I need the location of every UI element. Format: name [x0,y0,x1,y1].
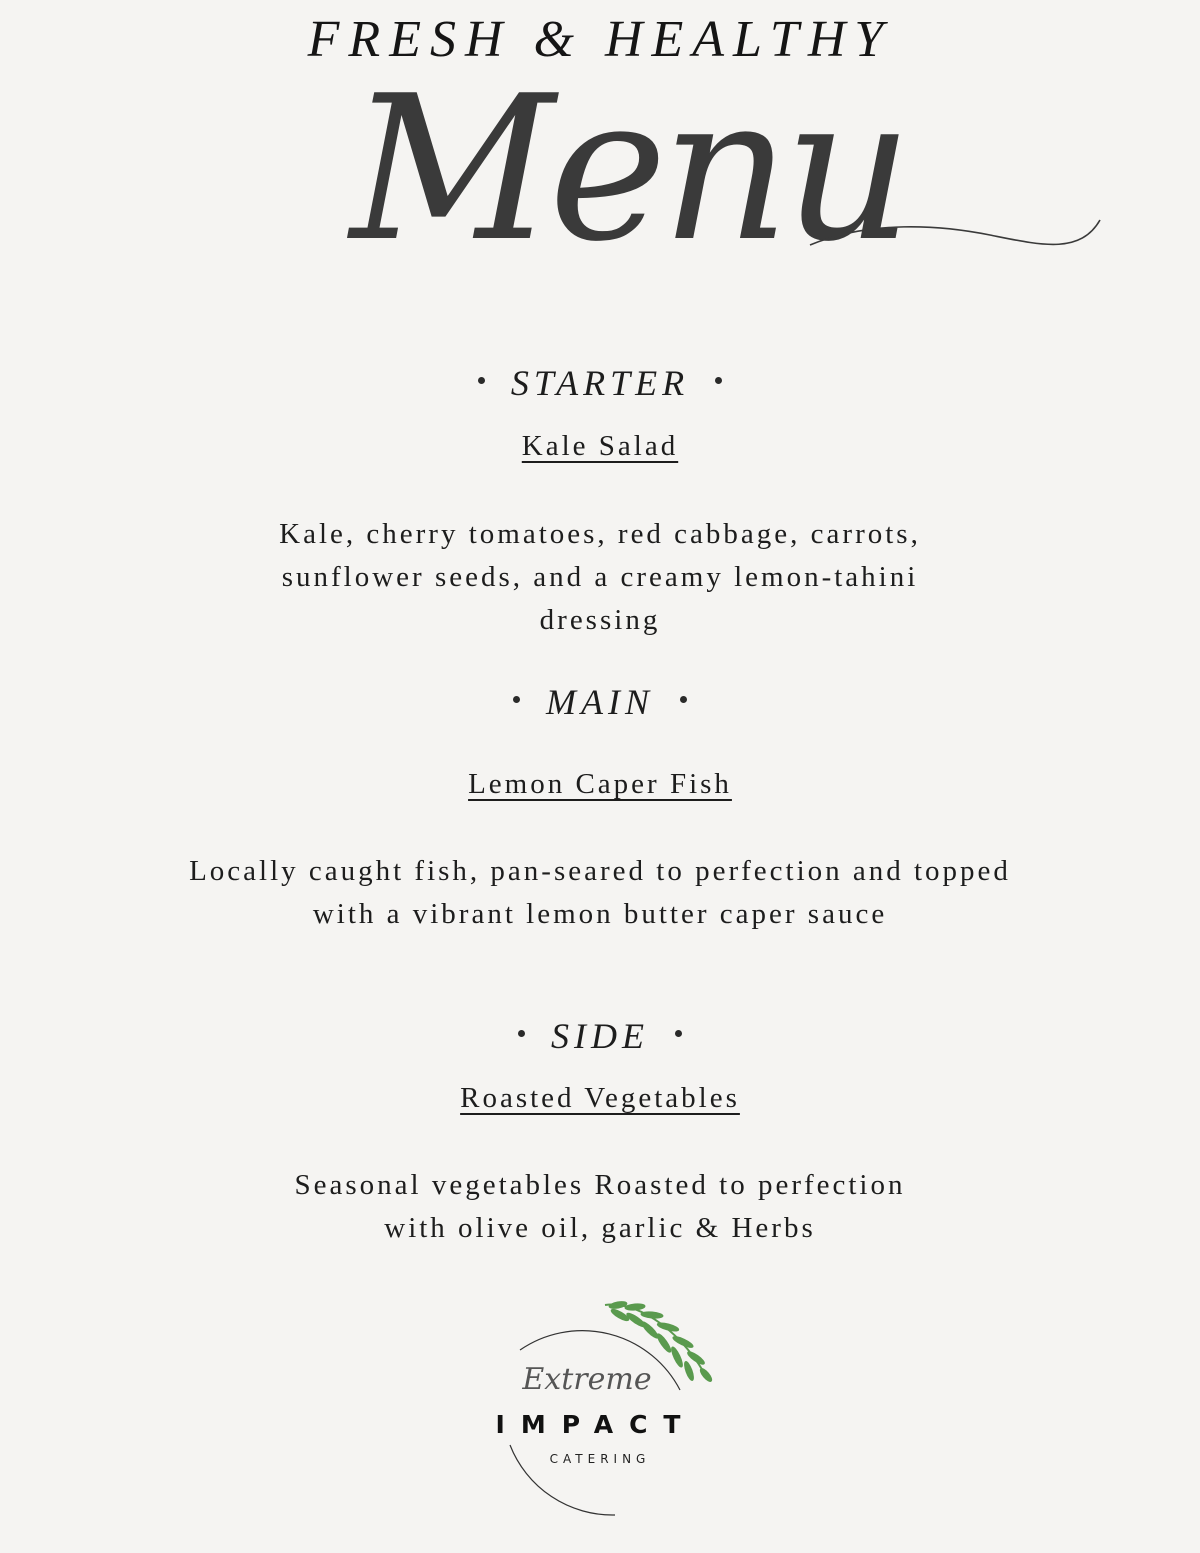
dish-description-main [0,850,1200,936]
dish-name-side: Roasted Vegetables [460,1082,740,1114]
dish-name-main: Lemon Caper Fish [468,768,732,800]
bullet-dot [675,1030,682,1037]
bullet-dot [478,377,485,384]
description-line: sunflower seeds, and a creamy lemon-tahini [281,561,919,593]
description-line: Seasonal vegetables Roasted to perfection [294,1169,906,1201]
dish-name-starter: Kale Salad [521,430,679,462]
page-title: FRESH & HEALTHY [307,11,893,68]
logo-subtitle: CATERING [549,1452,651,1466]
bullet-dot [513,696,520,703]
bullet-dot [715,377,722,384]
logo-script-text: Extreme [522,1362,652,1397]
section-heading-side: SIDE [0,1015,1200,1057]
dish-description-side [0,1164,1200,1250]
section-heading-main: MAIN [0,681,1200,723]
section-heading-starter: STARTER [0,362,1200,404]
dish-description-starter [0,513,1200,642]
bullet-dot [680,696,687,703]
description-line: Locally caught fish, pan-seared to perfection and topped [189,855,1011,887]
menu-flourish [340,95,1120,305]
description-line: with olive oil, garlic & Herbs [384,1212,816,1244]
bullet-dot [518,1030,525,1037]
description-line: with a vibrant lemon butter caper sauce [312,898,888,930]
description-line: dressing [539,604,661,636]
description-line: Kale, cherry tomatoes, red cabbage, carrots, [279,518,921,550]
menu-script-title: Menu [350,53,907,286]
logo-name: IMPACT [495,1410,697,1439]
